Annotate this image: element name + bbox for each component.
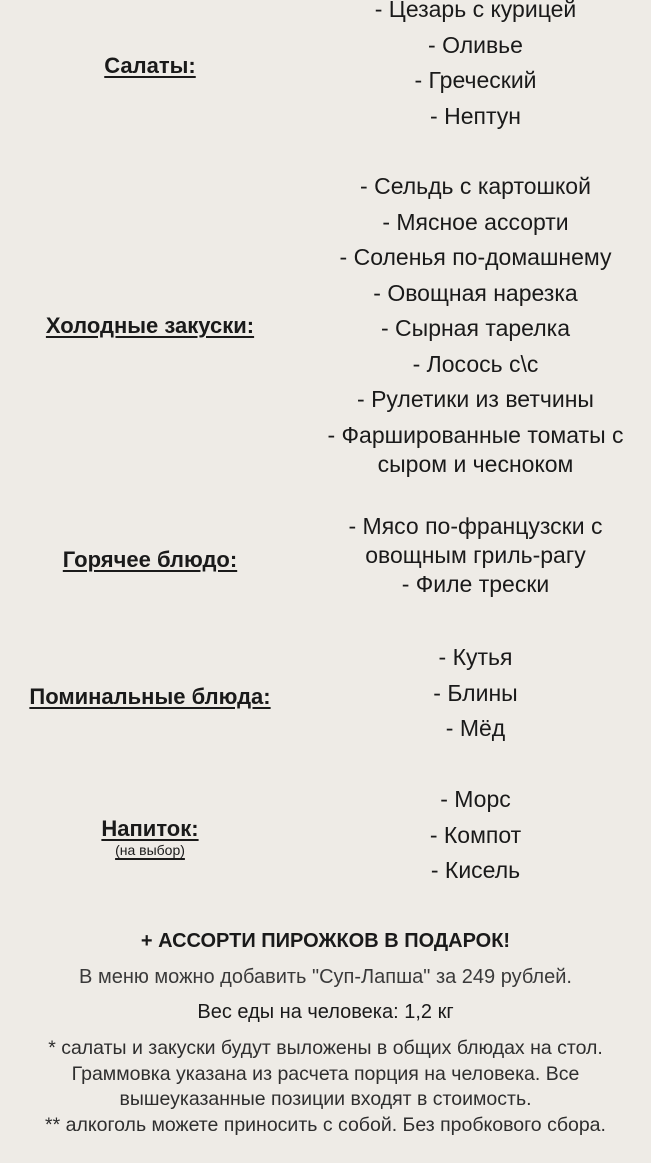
cold-list bbox=[300, 169, 651, 479]
drinks-title-text: Напиток: bbox=[101, 816, 199, 841]
list-item: - Соленья по-домашнему bbox=[339, 244, 612, 270]
fine-print-salads: * салаты и закуски будут выложены в общих блюдах на стол. Граммовка указана из расчета порция на человека. Все вышеуказанные позиции входят в стоимость. bbox=[48, 1037, 603, 1110]
gift-banner: + АССОРТИ ПИРОЖКОВ В ПОДАРОК! bbox=[140, 930, 511, 952]
category-hot-title: Горячее блюдо: bbox=[62, 547, 238, 572]
list-item: - Сельдь с картошкой bbox=[360, 173, 591, 199]
category-memorial-title: Поминальные блюда: bbox=[29, 684, 271, 709]
soup-note: В меню можно добавить "Суп-Лапша" за 249 рублей. bbox=[79, 966, 572, 988]
category-drinks-title bbox=[0, 816, 300, 858]
list-item: - Нептун bbox=[430, 102, 521, 129]
list-item: - Сырная тарелка bbox=[381, 315, 570, 341]
list-item: - Фаршированные томаты с сыром и чесноком bbox=[327, 421, 624, 477]
category-cold-title: Холодные закуски: bbox=[45, 313, 255, 338]
list-item: - Кутья bbox=[438, 644, 513, 670]
list-item: - Морс bbox=[440, 786, 511, 812]
category-salads-title: Салаты: bbox=[104, 53, 196, 78]
hot-list bbox=[300, 512, 651, 599]
list-item: - Мясное ассорти bbox=[382, 208, 569, 235]
fine-print bbox=[0, 1036, 651, 1138]
list-item: - Кисель bbox=[430, 857, 521, 883]
drinks-subtitle: (на выбор) bbox=[115, 842, 185, 858]
list-item: - Овощная нарезка bbox=[373, 279, 578, 306]
fine-print-alcohol: ** алкоголь можете приносить с собой. Без пробкового сбора. bbox=[45, 1113, 606, 1136]
drinks-list bbox=[300, 782, 651, 889]
list-item: - Мёд bbox=[445, 715, 506, 741]
weight-note: Вес еды на человека: 1,2 кг bbox=[197, 1001, 454, 1023]
list-item: - Цезарь с курицей bbox=[374, 0, 577, 22]
salads-list bbox=[300, 0, 651, 134]
list-item: - Мясо по-французски с овощным гриль-рагу bbox=[348, 513, 603, 568]
list-item: - Компот bbox=[429, 821, 522, 848]
memorial-list bbox=[300, 640, 651, 747]
list-item: - Лосось с\с bbox=[412, 350, 539, 377]
list-item: - Блины bbox=[433, 679, 518, 706]
list-item: - Филе трески bbox=[401, 571, 550, 597]
list-item: - Оливье bbox=[428, 31, 523, 58]
list-item: - Греческий bbox=[414, 67, 537, 93]
list-item: - Рулетики из ветчины bbox=[357, 386, 594, 412]
